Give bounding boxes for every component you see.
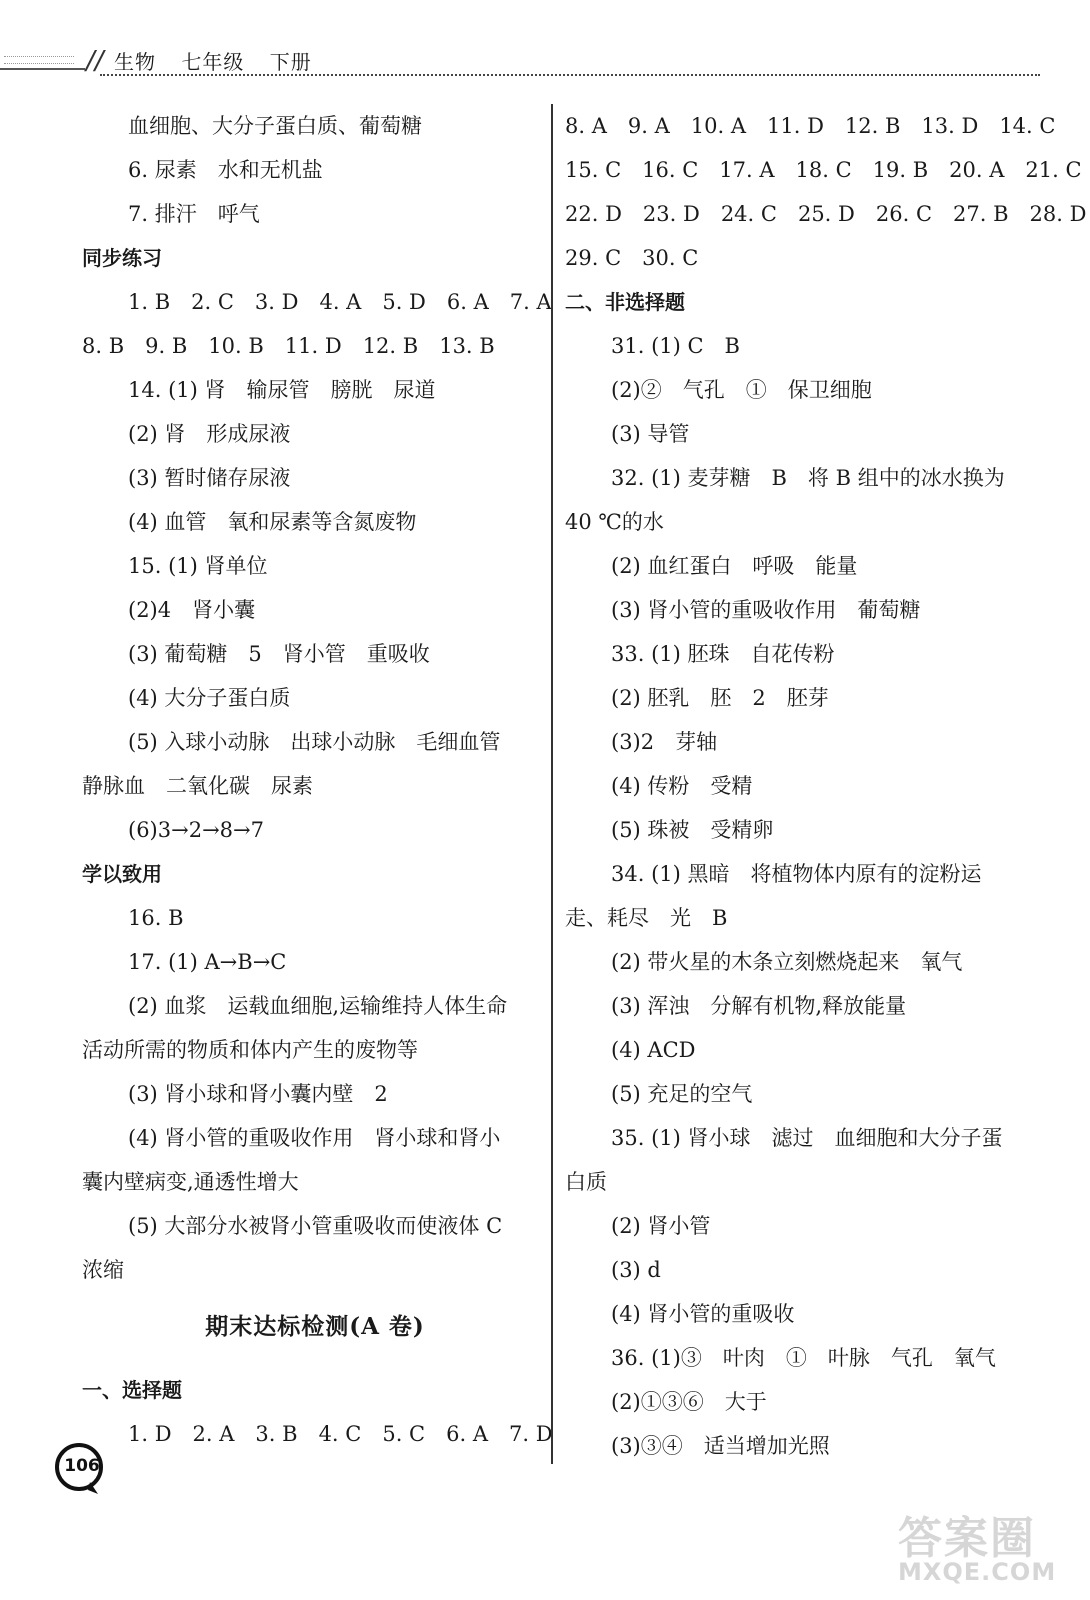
answer-line: (2)①③⑥ 大于 (611, 1390, 767, 1414)
answer-line: 走、耗尽 光 B (565, 906, 728, 930)
header-title (114, 46, 330, 75)
answer-line: (2) 肾小管 (611, 1214, 711, 1238)
page-header (0, 40, 1040, 80)
answer-line: (5) 大部分水被肾小管重吸收而使液体 C (128, 1214, 503, 1238)
answer-line: 静脉血 二氧化碳 尿素 (82, 774, 313, 798)
answer-line: 1. B 2. C 3. D 4. A 5. D 6. A 7. A (128, 290, 552, 314)
header-subject: 生物 (114, 50, 156, 74)
answer-line: 17. (1) A→B→C (128, 950, 287, 974)
answer-line: (3) 暂时储存尿液 (128, 466, 291, 490)
answer-line: 15. C 16. C 17. A 18. C 19. B 20. A 21. C (565, 158, 1082, 182)
answer-line: (4) 大分子蛋白质 (128, 686, 291, 710)
answer-line: (3) d (611, 1258, 661, 1282)
answer-line: 血细胞、大分子蛋白质、葡萄糖 (128, 114, 422, 138)
answer-line: 8. B 9. B 10. B 11. D 12. B 13. B (82, 334, 495, 358)
column-divider (551, 104, 553, 1464)
answer-line: 34. (1) 黑暗 将植物体内原有的淀粉运 (611, 862, 982, 886)
answer-line: (5) 珠被 受精卵 (611, 818, 774, 842)
header-dotted-rule (100, 74, 1040, 76)
answer-line: 活动所需的物质和体内产生的废物等 (82, 1038, 418, 1062)
answer-line: 1. D 2. A 3. B 4. C 5. C 6. A 7. D (128, 1422, 553, 1446)
answer-line: 14. (1) 肾 输尿管 膀胱 尿道 (128, 378, 436, 402)
answer-line: 40 ℃的水 (565, 510, 664, 534)
section-heading: 同步练习 (82, 246, 162, 270)
answer-line: 29. C 30. C (565, 246, 699, 270)
answer-line: (3) 肾小球和肾小囊内壁 2 (128, 1082, 388, 1106)
answer-line: (3)③④ 适当增加光照 (611, 1434, 830, 1458)
page-number: 106 (64, 1456, 100, 1476)
answer-line: 浓缩 (82, 1258, 124, 1282)
answer-line: 15. (1) 肾单位 (128, 554, 268, 578)
left-column (82, 104, 553, 1456)
header-volume: 下册 (269, 50, 312, 74)
right-column (565, 104, 1087, 1468)
answer-line: (3) 葡萄糖 5 肾小管 重吸收 (128, 642, 430, 666)
answer-line: (4) 肾小管的重吸收作用 肾小球和肾小 (128, 1126, 501, 1150)
exam-title: 期末达标检测(A 卷) (205, 1313, 425, 1340)
answer-line: 8. A 9. A 10. A 11. D 12. B 13. D 14. C (565, 114, 1056, 138)
answer-line: 22. D 23. D 24. C 25. D 26. C 27. B 28. D (565, 202, 1087, 226)
section-heading: 一、选择题 (82, 1378, 182, 1402)
answer-line: (2) 血浆 运载血细胞,运输维持人体生命 (128, 994, 508, 1018)
watermark-logo-text: 答案圈 (898, 1513, 1036, 1564)
answer-line: 32. (1) 麦芽糖 B 将 B 组中的冰水换为 (611, 466, 1005, 490)
answer-line: (4) 肾小管的重吸收 (611, 1302, 795, 1326)
answer-line: (4) ACD (611, 1038, 696, 1062)
answer-line: (2) 胚乳 胚 2 胚芽 (611, 686, 829, 710)
answer-line: 白质 (565, 1170, 607, 1194)
answer-line: (2) 血红蛋白 呼吸 能量 (611, 554, 858, 578)
answer-line: 36. (1)③ 叶肉 ① 叶脉 气孔 氧气 (611, 1346, 996, 1370)
answer-line: (2) 肾 形成尿液 (128, 422, 291, 446)
answer-line: 7. 排汗 呼气 (128, 202, 260, 226)
answer-line: 16. B (128, 906, 184, 930)
answer-line: (4) 血管 氧和尿素等含氮废物 (128, 510, 417, 534)
answer-line: (2)② 气孔 ① 保卫细胞 (611, 378, 872, 402)
answer-line: (3) 浑浊 分解有机物,释放能量 (611, 994, 907, 1018)
answer-line: 35. (1) 肾小球 滤过 血细胞和大分子蛋 (611, 1126, 1003, 1150)
header-grade: 七年级 (181, 50, 245, 74)
answer-line: 6. 尿素 水和无机盐 (128, 158, 323, 182)
answer-line: (4) 传粉 受精 (611, 774, 753, 798)
answer-line: (5) 入球小动脉 出球小动脉 毛细血管 (128, 730, 501, 754)
answer-line: (3) 肾小管的重吸收作用 葡萄糖 (611, 598, 921, 622)
answer-line: (3) 导管 (611, 422, 690, 446)
watermark-url: MXQE.COM (898, 1558, 1057, 1586)
answer-line: 33. (1) 胚珠 自花传粉 (611, 642, 835, 666)
answer-line: 31. (1) C B (611, 334, 740, 358)
answer-line: (2) 带火星的木条立刻燃烧起来 氧气 (611, 950, 963, 974)
answer-line: (2)4 肾小囊 (128, 598, 256, 622)
watermark (898, 1502, 1068, 1592)
answer-line: (6)3→2→8→7 (128, 818, 264, 842)
header-slash-icon: // (86, 46, 104, 76)
header-decoration (0, 50, 85, 70)
answer-line: (5) 充足的空气 (611, 1082, 753, 1106)
section-heading: 二、非选择题 (565, 290, 685, 314)
answer-line: 囊内壁病变,通透性增大 (82, 1170, 299, 1194)
section-heading: 学以致用 (82, 862, 162, 886)
answer-line: (3)2 芽轴 (611, 730, 718, 754)
